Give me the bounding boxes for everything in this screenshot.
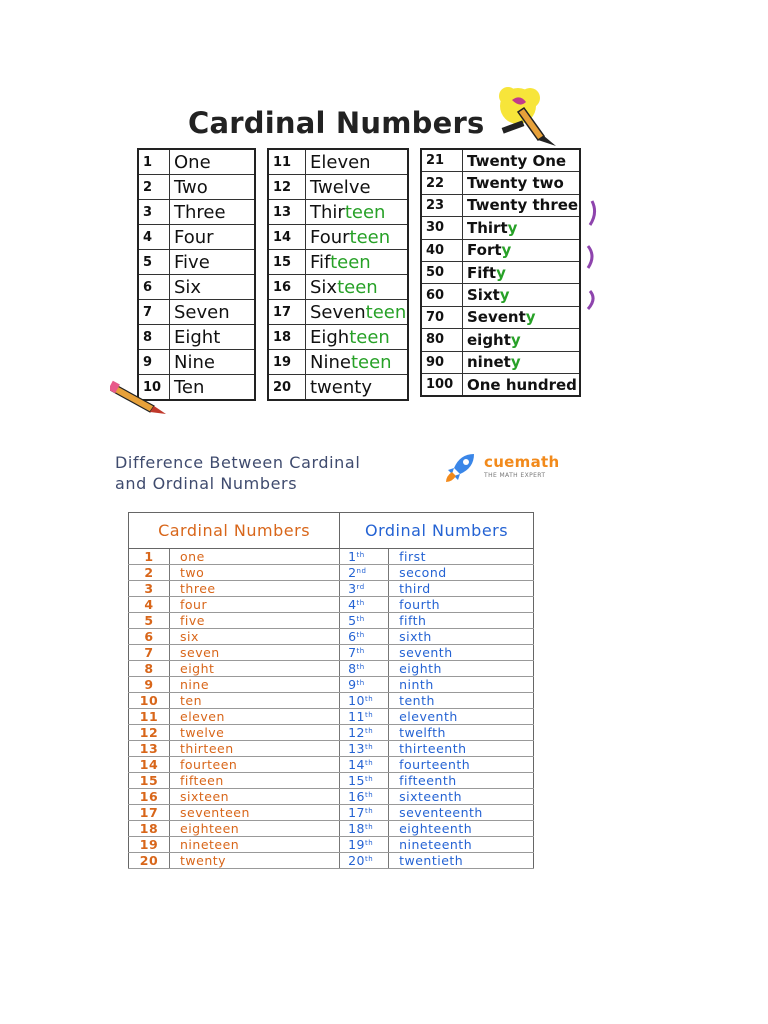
row-number: 21 (421, 149, 463, 172)
table-row (268, 250, 408, 275)
ordinal-suffix: th (365, 759, 374, 767)
row-number: 13 (268, 200, 306, 225)
row-word (306, 175, 409, 200)
ordinal-word: second (389, 565, 534, 581)
cardinal-number: 15 (129, 773, 170, 789)
row-word (306, 275, 409, 300)
row-number: 1 (138, 149, 170, 175)
word-base: Thir (310, 201, 345, 223)
table-row (268, 225, 408, 250)
row-word (463, 373, 581, 396)
row-number: 11 (268, 149, 306, 175)
table-row (268, 200, 408, 225)
ordinal-suffix: th (356, 551, 365, 559)
cardinal-number: 5 (129, 613, 170, 629)
cardinal-word: fourteen (170, 757, 340, 773)
ordinal-digits: 16 (348, 789, 365, 804)
ordinal-digits: 19 (348, 837, 365, 852)
table-row (421, 284, 580, 306)
ordinal-digits: 4 (348, 597, 357, 612)
row-word (306, 350, 409, 375)
word-suffix: y (510, 330, 521, 349)
row-number: 6 (138, 275, 170, 300)
ordinal-number (340, 549, 389, 565)
pencil-icon (486, 86, 566, 148)
cardinal-word: seven (170, 645, 340, 661)
cardinal-word: nine (170, 677, 340, 693)
row-word (463, 172, 581, 194)
row-number: 7 (138, 300, 170, 325)
ordinal-suffix: th (356, 663, 365, 671)
row-number: 17 (268, 300, 306, 325)
ordinal-digits: 8 (348, 661, 357, 676)
cardinal-word: two (170, 565, 340, 581)
numbers-table-21-100 (420, 148, 581, 397)
ordinal-number (340, 853, 389, 869)
row-number: 90 (421, 351, 463, 373)
row-number: 10 (138, 375, 170, 401)
row-word (463, 239, 581, 261)
table-row (268, 325, 408, 350)
cardinal-number: 19 (129, 837, 170, 853)
cardinal-word: twelve (170, 725, 340, 741)
ordinal-digits: 20 (348, 853, 365, 868)
ordinal-digits: 14 (348, 757, 365, 772)
row-word (306, 250, 409, 275)
ordinal-number (340, 725, 389, 741)
word-base: Sixt (467, 286, 500, 305)
cardinal-word: thirteen (170, 741, 340, 757)
table-row (138, 325, 255, 350)
table-row (129, 565, 534, 581)
row-number: 14 (268, 225, 306, 250)
ordinal-number (340, 629, 389, 645)
row-number: 22 (421, 172, 463, 194)
row-number: 80 (421, 329, 463, 351)
ordinal-digits: 10 (348, 693, 365, 708)
table-row (421, 306, 580, 328)
table-row (268, 375, 408, 401)
word-suffix: y (496, 263, 506, 282)
cardinal-numbers-chart (110, 86, 597, 432)
ordinal-word: third (389, 581, 534, 597)
table-row (421, 351, 580, 373)
ordinal-digits: 18 (348, 821, 365, 836)
table-row (129, 693, 534, 709)
ordinal-suffix: th (365, 727, 374, 735)
cardinal-number: 14 (129, 757, 170, 773)
ordinal-number (340, 581, 389, 597)
row-number: 70 (421, 306, 463, 328)
row-word (170, 275, 256, 300)
cardinal-number: 18 (129, 821, 170, 837)
cardinal-word: nineteen (170, 837, 340, 853)
cardinal-number: 9 (129, 677, 170, 693)
cardinal-number: 10 (129, 693, 170, 709)
table-row (421, 172, 580, 194)
ordinal-word: nineteenth (389, 837, 534, 853)
word-base: Seven (310, 301, 366, 323)
table-row (268, 275, 408, 300)
row-number: 5 (138, 250, 170, 275)
ordinal-digits: 11 (348, 709, 365, 724)
cardinal-number: 8 (129, 661, 170, 677)
table-row (421, 261, 580, 283)
table-row (421, 373, 580, 396)
ordinal-number (340, 837, 389, 853)
ordinal-number (340, 597, 389, 613)
cuemath-logo (444, 450, 574, 486)
ordinal-word: fifteenth (389, 773, 534, 789)
table-row (268, 175, 408, 200)
row-word (170, 250, 256, 275)
table-row (421, 329, 580, 351)
word-base: Nine (174, 351, 215, 373)
table-row (129, 597, 534, 613)
ordinal-number (340, 741, 389, 757)
word-base: ninet (467, 353, 511, 372)
table-row (129, 805, 534, 821)
ordinal-suffix: th (365, 775, 374, 783)
table-row (138, 300, 255, 325)
ordinal-digits: 13 (348, 741, 365, 756)
ordinal-word: sixteenth (389, 789, 534, 805)
ordinal-word: eighteenth (389, 821, 534, 837)
row-number: 30 (421, 217, 463, 239)
row-number: 12 (268, 175, 306, 200)
chart-title: Cardinal Numbers (188, 106, 485, 140)
word-suffix: teen (365, 301, 407, 323)
rocket-icon (444, 450, 478, 484)
word-suffix: teen (349, 226, 391, 248)
word-suffix: y (510, 353, 521, 372)
ordinal-word: eleventh (389, 709, 534, 725)
row-number: 40 (421, 239, 463, 261)
ordinal-word: sixth (389, 629, 534, 645)
row-number: 50 (421, 261, 463, 283)
row-word (306, 200, 409, 225)
row-number: 23 (421, 194, 463, 216)
word-base: Four (310, 226, 350, 248)
word-suffix: y (501, 241, 512, 260)
word-base: Four (174, 226, 214, 248)
row-number: 16 (268, 275, 306, 300)
cardinal-number: 4 (129, 597, 170, 613)
ordinal-suffix: rd (356, 583, 365, 591)
cardinal-word: eight (170, 661, 340, 677)
word-suffix: y (499, 286, 510, 305)
row-word (170, 225, 256, 250)
ordinal-digits: 9 (348, 677, 357, 692)
ordinal-suffix: th (356, 679, 365, 687)
table-row (421, 217, 580, 239)
scribble-icon (578, 196, 598, 316)
ordinal-word: fifth (389, 613, 534, 629)
cardinal-word: one (170, 549, 340, 565)
row-word (306, 300, 409, 325)
logo-brand: cuemath (484, 453, 560, 471)
row-word (170, 149, 256, 175)
ordinal-number (340, 805, 389, 821)
ordinal-word: seventeenth (389, 805, 534, 821)
ordinal-number (340, 613, 389, 629)
ordinal-digits: 15 (348, 773, 365, 788)
table-row (129, 757, 534, 773)
ordinal-suffix: th (356, 615, 365, 623)
ordinal-number (340, 757, 389, 773)
word-base: One (174, 151, 211, 173)
row-word (170, 175, 256, 200)
word-suffix: teen (349, 326, 390, 348)
word-base: Five (174, 251, 210, 273)
word-base: Twenty two (467, 174, 564, 193)
word-base: Fort (467, 241, 502, 260)
cardinal-word: sixteen (170, 789, 340, 805)
ordinal-suffix: th (365, 695, 374, 703)
cardinal-number: 3 (129, 581, 170, 597)
ordinal-word: fourteenth (389, 757, 534, 773)
table-row (129, 709, 534, 725)
table-row (138, 250, 255, 275)
row-word (463, 217, 581, 239)
row-word (170, 350, 256, 375)
heading-line-1: Difference Between Cardinal (115, 453, 361, 472)
row-word (463, 329, 581, 351)
cardinal-word: twenty (170, 853, 340, 869)
ordinal-suffix: nd (356, 567, 367, 575)
word-base: Eight (174, 326, 221, 348)
ordinal-suffix: th (365, 743, 374, 751)
row-word (170, 375, 256, 401)
ordinal-digits: 1 (348, 549, 357, 564)
ordinal-header: Ordinal Numbers (340, 513, 534, 549)
row-word (463, 284, 581, 306)
numbers-table-11-20 (267, 148, 409, 401)
table-row (129, 661, 534, 677)
word-base: eight (467, 330, 511, 349)
ordinal-digits: 5 (348, 613, 357, 628)
section-heading (115, 452, 415, 494)
row-word (306, 149, 409, 175)
ordinal-word: fourth (389, 597, 534, 613)
cardinal-number: 16 (129, 789, 170, 805)
table-row (129, 853, 534, 869)
ordinal-word: twelfth (389, 725, 534, 741)
ordinal-word: first (389, 549, 534, 565)
cardinal-word: ten (170, 693, 340, 709)
cardinal-word: six (170, 629, 340, 645)
ordinal-number (340, 565, 389, 581)
table-row (421, 239, 580, 261)
row-number: 8 (138, 325, 170, 350)
logo-tagline: THE MATH EXPERT (484, 472, 546, 479)
row-word (463, 351, 581, 373)
row-word (463, 306, 581, 328)
word-suffix: y (525, 308, 536, 327)
ordinal-number (340, 645, 389, 661)
word-base: Nine (310, 351, 351, 373)
table-row (129, 773, 534, 789)
table-row (138, 275, 255, 300)
word-base: One hundred (467, 375, 577, 394)
ordinal-suffix: th (365, 823, 374, 831)
word-base: Fif (310, 251, 331, 273)
ordinal-digits: 17 (348, 805, 365, 820)
table-row (129, 821, 534, 837)
cardinal-number: 20 (129, 853, 170, 869)
cardinal-number: 13 (129, 741, 170, 757)
cardinal-number: 1 (129, 549, 170, 565)
cardinal-word: five (170, 613, 340, 629)
word-base: Three (174, 201, 226, 223)
word-base: Twelve (310, 176, 371, 198)
row-word (170, 200, 256, 225)
word-suffix: teen (344, 201, 386, 223)
cardinal-header: Cardinal Numbers (129, 513, 340, 549)
table-row (129, 677, 534, 693)
ordinal-digits: 2 (348, 565, 357, 580)
ordinal-suffix: th (356, 647, 365, 655)
table-row (129, 645, 534, 661)
ordinal-number (340, 773, 389, 789)
table-row (129, 789, 534, 805)
row-number: 3 (138, 200, 170, 225)
ordinal-word: seventh (389, 645, 534, 661)
table-row (138, 175, 255, 200)
row-word (170, 300, 256, 325)
cardinal-number: 17 (129, 805, 170, 821)
word-base: Six (174, 276, 202, 298)
row-number: 2 (138, 175, 170, 200)
row-number: 60 (421, 284, 463, 306)
row-word (306, 375, 409, 401)
word-base: Seven (174, 301, 230, 323)
cardinal-word: seventeen (170, 805, 340, 821)
table-row (129, 581, 534, 597)
ordinal-suffix: th (365, 855, 374, 863)
word-suffix: y (507, 218, 518, 237)
cardinal-word: eleven (170, 709, 340, 725)
word-base: Eleven (310, 151, 371, 173)
ordinal-number (340, 789, 389, 805)
ordinal-suffix: th (365, 791, 374, 799)
word-suffix: teen (330, 251, 371, 273)
table-row (138, 225, 255, 250)
ordinal-word: thirteenth (389, 741, 534, 757)
cardinal-number: 6 (129, 629, 170, 645)
ordinal-number (340, 709, 389, 725)
word-base: Six (310, 276, 338, 298)
word-base: Twenty three (467, 196, 579, 215)
ordinal-suffix: th (365, 711, 374, 719)
row-number: 19 (268, 350, 306, 375)
heading-line-2: and Ordinal Numbers (115, 474, 298, 493)
cardinal-word: eighteen (170, 821, 340, 837)
row-word (306, 325, 409, 350)
ordinal-digits: 7 (348, 645, 357, 660)
table-row (421, 194, 580, 216)
word-base: Fift (467, 263, 497, 282)
cardinal-number: 12 (129, 725, 170, 741)
table-row (129, 837, 534, 853)
table-row (129, 629, 534, 645)
cardinal-number: 11 (129, 709, 170, 725)
row-word (463, 194, 581, 216)
row-number: 4 (138, 225, 170, 250)
table-row (129, 613, 534, 629)
table-row (421, 149, 580, 172)
word-base: twenty (310, 376, 372, 398)
row-number: 15 (268, 250, 306, 275)
row-number: 9 (138, 350, 170, 375)
table-row (268, 149, 408, 175)
ordinal-word: twentieth (389, 853, 534, 869)
cardinal-word: four (170, 597, 340, 613)
word-base: Two (174, 176, 208, 198)
cardinal-number: 7 (129, 645, 170, 661)
ordinal-digits: 3 (348, 581, 357, 596)
table-row (129, 549, 534, 565)
word-base: Eigh (310, 326, 350, 348)
ordinal-suffix: th (365, 807, 374, 815)
table-row (138, 350, 255, 375)
numbers-table-1-10 (137, 148, 256, 401)
ordinal-digits: 6 (348, 629, 357, 644)
row-word (306, 225, 409, 250)
ordinal-digits: 12 (348, 725, 365, 740)
ordinal-number (340, 693, 389, 709)
word-suffix: teen (350, 351, 392, 373)
ordinal-word: eighth (389, 661, 534, 677)
table-row (129, 741, 534, 757)
word-suffix: teen (337, 276, 378, 298)
ordinal-suffix: th (356, 599, 365, 607)
row-word (463, 149, 581, 172)
word-base: Thirt (467, 218, 508, 237)
word-base: Sevent (467, 308, 526, 327)
ordinal-number (340, 821, 389, 837)
cardinal-number: 2 (129, 565, 170, 581)
word-base: Twenty One (467, 151, 567, 170)
ordinal-suffix: th (365, 839, 374, 847)
cardinal-word: three (170, 581, 340, 597)
ordinal-suffix: th (356, 631, 365, 639)
ordinal-word: ninth (389, 677, 534, 693)
row-number: 18 (268, 325, 306, 350)
cardinal-word: fifteen (170, 773, 340, 789)
row-number: 100 (421, 373, 463, 396)
cardinal-ordinal-table (128, 512, 534, 869)
word-base: Ten (174, 376, 205, 398)
ordinal-number (340, 661, 389, 677)
row-number: 20 (268, 375, 306, 401)
ordinal-word: tenth (389, 693, 534, 709)
table-row (268, 350, 408, 375)
table-row (129, 725, 534, 741)
table-row (138, 149, 255, 175)
row-word (170, 325, 256, 350)
table-row (268, 300, 408, 325)
row-word (463, 261, 581, 283)
table-row (138, 200, 255, 225)
ordinal-number (340, 677, 389, 693)
pencil-icon (110, 376, 170, 416)
